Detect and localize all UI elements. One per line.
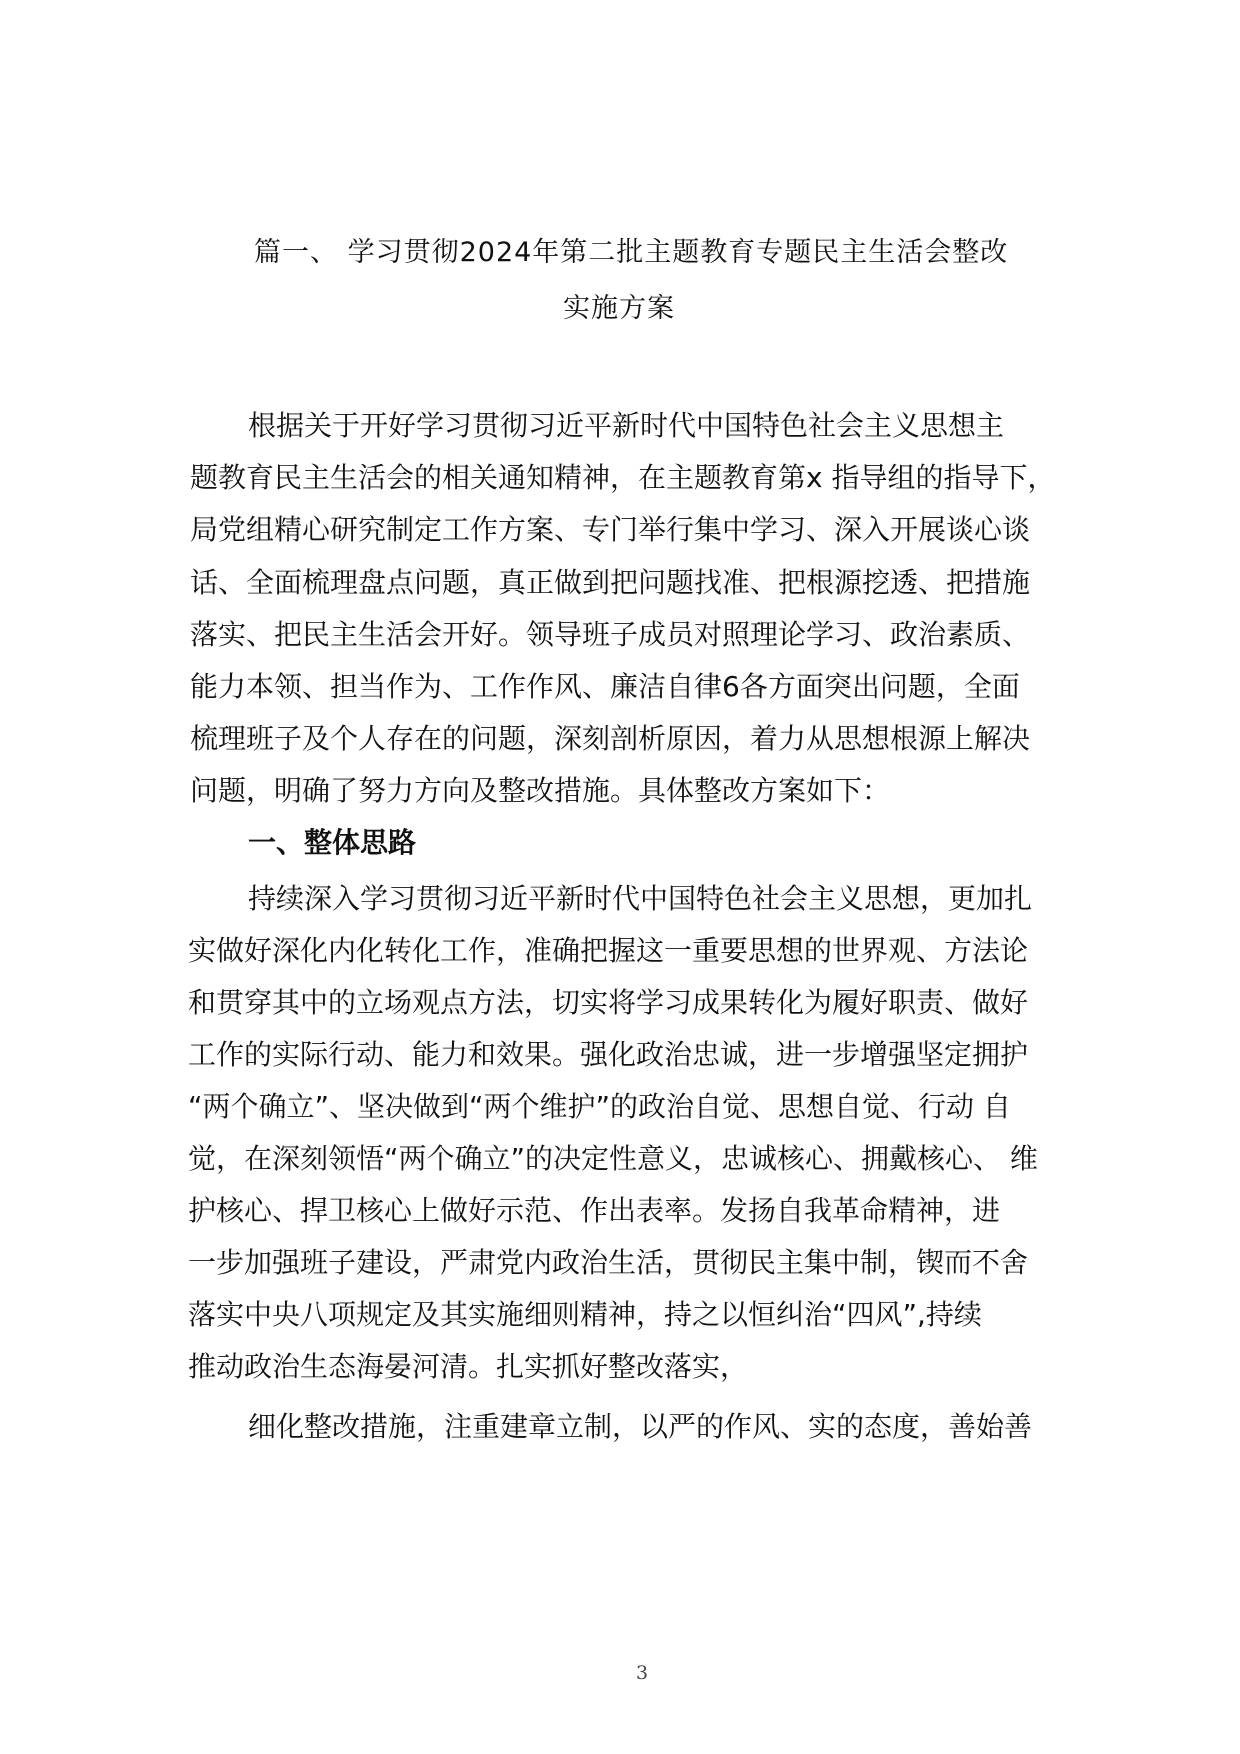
paragraph-1-line-6: 能力本领、担当作为、工作作风、廉洁自律6各方面突出问题，全面 <box>190 670 1020 703</box>
paragraph-2-line-8: 一步加强班子建设，严肃党内政治生活，贯彻民主集中制，锲而不舍 <box>188 1246 1029 1279</box>
paragraph-2-line-3: 和贯穿其中的立场观点方法，切实将学习成果转化为履好职责、做好 <box>188 986 1029 1019</box>
page-number: 3 <box>636 1662 649 1684</box>
paragraph-1-line-8: 问题，明确了努力方向及整改措施。具体整改方案如下： <box>190 774 891 807</box>
paragraph-2-line-5: “两个确立”、坚决做到“两个维护”的政治自觉、思想自觉、行动 自 <box>188 1090 1011 1123</box>
paragraph-1-line-4: 话、全面梳理盘点问题，真正做到把问题找准、把根源挖透、把措施 <box>190 566 1031 599</box>
paragraph-1-line-5: 落实、把民主生活会开好。领导班子成员对照理论学习、政治素质、 <box>190 618 1031 651</box>
paragraph-2-line-10: 推动政治生态海晏河清。扎实抓好整改落实， <box>188 1350 749 1383</box>
paragraph-2-line-2: 实做好深化内化转化工作，准确把握这一重要思想的世界观、方法论 <box>188 934 1029 967</box>
document-title-line-2: 实施方案 <box>563 293 675 324</box>
paragraph-2-line-6: 觉，在深刻领悟“两个确立”的决定性意义，忠诚核心、拥戴核心、 维 <box>188 1142 1038 1175</box>
paragraph-1-line-2: 题教育民主生活会的相关通知精神，在主题教育第x 指导组的指导下， <box>190 461 1056 494</box>
paragraph-2-line-1: 持续深入学习贯彻习近平新时代中国特色社会主义思想，更加扎 <box>248 882 1033 915</box>
paragraph-3-line-1: 细化整改措施，注重建章立制，以严的作风、实的态度，善始善 <box>248 1410 1033 1443</box>
paragraph-1-line-3: 局党组精心研究制定工作方案、专门举行集中学习、深入开展谈心谈 <box>190 513 1031 546</box>
paragraph-2-line-9: 落实中央八项规定及其实施细则精神，持之以恒纠治“四风”,持续 <box>188 1298 982 1331</box>
section-heading: 一、整体思路 <box>248 826 417 859</box>
paragraph-2-line-4: 工作的实际行动、能力和效果。强化政治忠诚，进一步增强坚定拥护 <box>188 1038 1029 1071</box>
document-title-line-1: 篇一、 学习贯彻2024年第二批主题教育专题民主生活会整改 <box>254 237 1009 268</box>
paragraph-1-line-7: 梳理班子及个人存在的问题，深刻剖析原因，着力从思想根源上解决 <box>190 722 1031 755</box>
paragraph-2-line-7: 护核心、捍卫核心上做好示范、作出表率。发扬自我革命精神，进 <box>188 1194 1001 1227</box>
paragraph-1-line-1: 根据关于开好学习贯彻习近平新时代中国特色社会主义思想主 <box>248 409 1005 442</box>
